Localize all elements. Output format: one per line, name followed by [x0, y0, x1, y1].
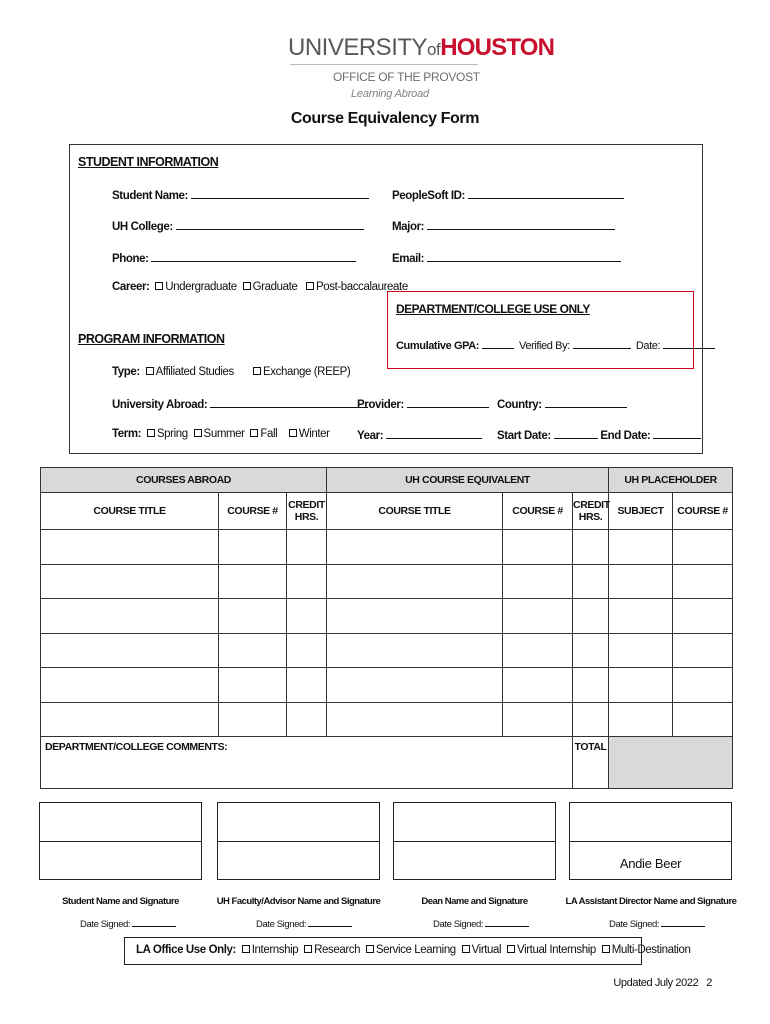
dean-signature-label: Dean Name and Signature — [421, 896, 528, 907]
email-field[interactable]: Email: — [392, 251, 621, 265]
col-abroad-credit-hrs: CREDIT HRS. — [287, 493, 327, 530]
group-uh-course-equivalent: UH COURSE EQUIVALENT — [327, 468, 609, 493]
year-field[interactable]: Year: — [357, 428, 482, 442]
col-placeholder-course-num: COURSE # — [673, 493, 733, 530]
checkbox-spring[interactable] — [147, 429, 155, 437]
checkbox-fall[interactable] — [250, 429, 258, 437]
checkbox-virtual[interactable] — [462, 945, 470, 953]
faculty-signature-box[interactable] — [217, 802, 380, 880]
la-office-options: LA Office Use Only: Internship Research Service Learning Virtual Virtual Internship Multi-Destination — [136, 944, 691, 956]
table-row — [41, 599, 733, 634]
country-field[interactable]: Country: — [497, 397, 627, 411]
total-label: TOTAL — [573, 737, 609, 789]
logo-divider — [290, 64, 478, 65]
type-option-exchange: Exchange (REEP) — [250, 366, 350, 378]
table-row — [41, 668, 733, 703]
university-logo: UNIVERSITYofHOUSTON — [288, 34, 555, 61]
student-date-signed[interactable]: Date Signed: — [80, 918, 176, 930]
start-end-date-field[interactable]: Start Date: End Date: — [497, 428, 701, 442]
department-use-title: DEPARTMENT/COLLEGE USE ONLY — [396, 302, 590, 316]
footer-updated: Updated July 2022 2 — [613, 977, 712, 989]
career-label: Career: — [112, 281, 150, 293]
provider-field[interactable]: Provider: — [357, 397, 489, 411]
student-name-field[interactable]: Student Name: — [112, 188, 369, 202]
dean-date-signed[interactable]: Date Signed: — [433, 918, 529, 930]
major-field[interactable]: Major: — [392, 219, 615, 233]
col-abroad-course-num: COURSE # — [219, 493, 287, 530]
col-uh-credit-hrs: CREDIT HRS. — [573, 493, 609, 530]
office-name: OFFICE OF THE PROVOST — [333, 70, 480, 84]
director-name: Andie Beer — [619, 856, 682, 871]
dean-signature-box[interactable] — [393, 802, 556, 880]
checkbox-post-baccalaureate[interactable] — [306, 282, 314, 290]
program-info-title: PROGRAM INFORMATION — [78, 332, 225, 346]
table-row — [41, 633, 733, 668]
la-office-label: LA Office Use Only: — [136, 944, 236, 956]
type-options: Type: Affiliated Studies — [112, 366, 234, 378]
student-signature-box[interactable] — [39, 802, 202, 880]
department-use-fields[interactable]: Cumulative GPA: Verified By: Date: — [396, 338, 715, 352]
total-placeholder-cell — [609, 737, 733, 789]
term-options: Term: Spring Summer Fall Winter — [112, 428, 330, 440]
page-number: 2 — [706, 977, 712, 989]
table-row — [41, 702, 733, 737]
faculty-date-signed[interactable]: Date Signed: — [256, 918, 352, 930]
checkbox-multi-destination[interactable] — [602, 945, 610, 953]
university-abroad-field[interactable]: University Abroad: — [112, 397, 368, 411]
checkbox-internship[interactable] — [242, 945, 250, 953]
col-uh-course-title: COURSE TITLE — [327, 493, 503, 530]
student-info-title: STUDENT INFORMATION — [78, 155, 219, 169]
type-label: Type: — [112, 366, 140, 378]
checkbox-graduate[interactable] — [243, 282, 251, 290]
group-courses-abroad: COURSES ABROAD — [41, 468, 327, 493]
group-uh-placeholder: UH PLACEHOLDER — [609, 468, 733, 493]
term-label: Term: — [112, 428, 142, 440]
peoplesoft-id-field[interactable]: PeopleSoft ID: — [392, 188, 624, 202]
program-name: Learning Abroad — [351, 88, 429, 100]
checkbox-summer[interactable] — [194, 429, 202, 437]
faculty-signature-label: UH Faculty/Advisor Name and Signature — [216, 896, 381, 907]
phone-field[interactable]: Phone: — [112, 251, 356, 265]
student-signature-label: Student Name and Signature — [62, 896, 179, 907]
table-row — [41, 564, 733, 599]
director-signature-label: LA Assistant Director Name and Signature — [565, 896, 737, 907]
uh-college-field[interactable]: UH College: — [112, 219, 364, 233]
checkbox-affiliated-studies[interactable] — [146, 367, 154, 375]
checkbox-research[interactable] — [304, 945, 312, 953]
checkbox-winter[interactable] — [289, 429, 297, 437]
page-title: Course Equivalency Form — [290, 110, 480, 127]
col-placeholder-subject: SUBJECT — [609, 493, 673, 530]
director-signature-box[interactable] — [569, 802, 732, 880]
col-abroad-course-title: COURSE TITLE — [41, 493, 219, 530]
department-comments[interactable]: DEPARTMENT/COLLEGE COMMENTS: — [41, 737, 573, 789]
career-options: Career: Undergraduate Graduate Post-baccalaureate — [112, 281, 408, 293]
director-date-signed[interactable]: Date Signed: — [609, 918, 705, 930]
checkbox-undergraduate[interactable] — [155, 282, 163, 290]
checkbox-exchange-reep[interactable] — [253, 367, 261, 375]
courses-table — [40, 467, 733, 789]
checkbox-service-learning[interactable] — [366, 945, 374, 953]
checkbox-virtual-internship[interactable] — [507, 945, 515, 953]
table-row — [41, 530, 733, 565]
col-uh-course-num: COURSE # — [503, 493, 573, 530]
